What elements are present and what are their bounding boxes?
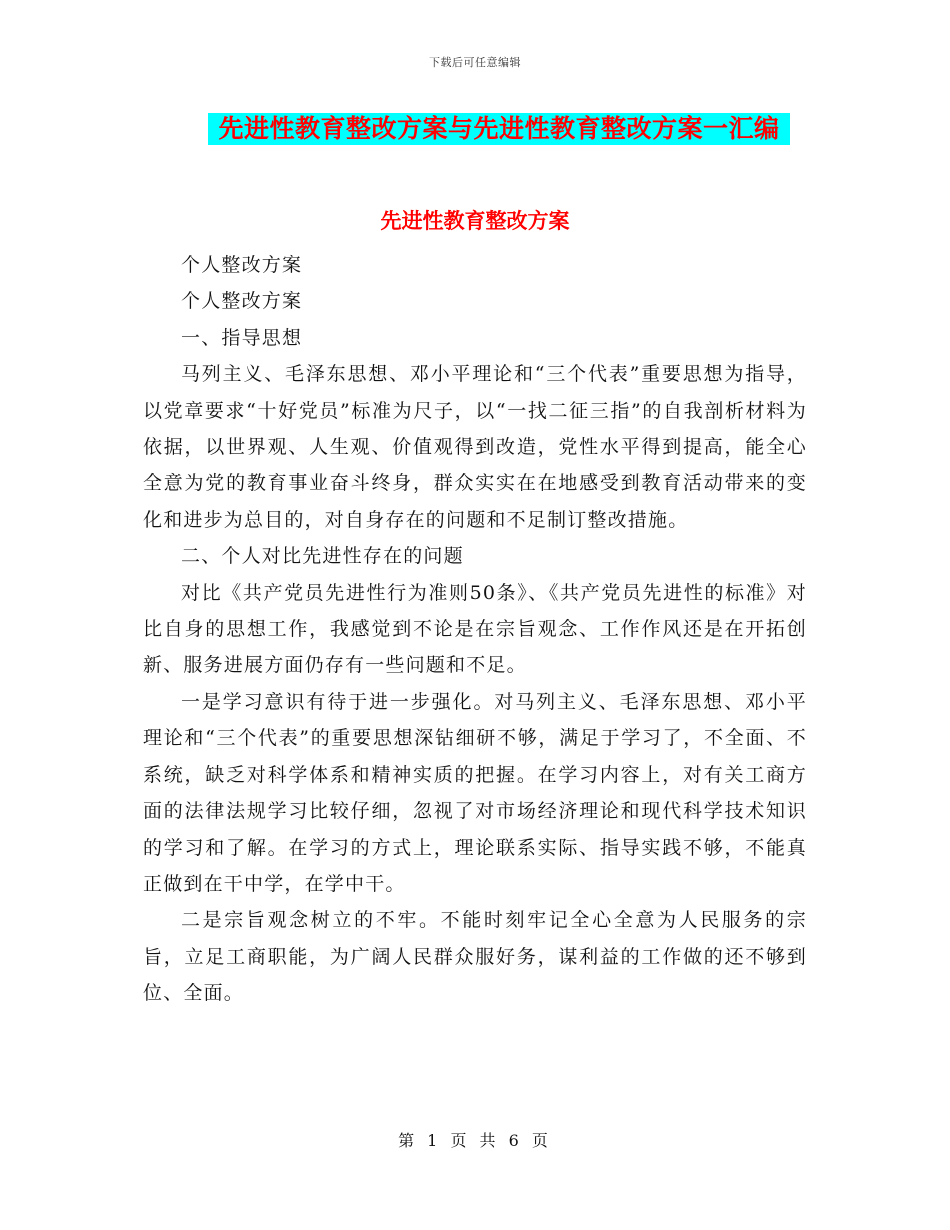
paragraph: 一是学习意识有待于进一步强化。对马列主义、毛泽东思想、邓小平理论和“三个代表”的重要思想深钻细研不够，满足于学习了，不全面、不系统，缺乏对科学体系和精神实质的把握。在学习内容上，对有关工商方面的法律法规学习比较仔细，忽视了对市场经济理论和现代科学技术知识的学习和了解。在学习的方式上，理论联系实际、指导实践不够，不能真正做到在干中学，在学中干。 [143, 690, 807, 895]
paragraph: 二、个人对比先进性存在的问题 [181, 545, 464, 568]
paragraph: 个人整改方案 [181, 290, 303, 313]
body-text [143, 247, 807, 1012]
paragraph: 二是宗旨观念树立的不牢。不能时刻牢记全心全意为人民服务的宗旨，立足工商职能，为广阔人民群众服好务，谋利益的工作做的还不够到位、全面。 [143, 909, 807, 1005]
page-footer: 第 1 页 共 6 页 [398, 1131, 552, 1150]
paragraph: 一、指导思想 [181, 326, 303, 349]
paragraph: 马列主义、毛泽东思想、邓小平理论和“三个代表”重要思想为指导，以党章要求“十好党员”标准为尺子，以“一找二征三指”的自我剖析材料为依据，以世界观、人生观、价值观得到改造，党性水平得到提高，能全心全意为党的教育事业奋斗终身，群众实实在在地感受到教育活动带来的变化和进步为总目的，对自身存在的问题和不足制订整改措施。 [143, 363, 807, 531]
header-note: 下载后可任意编辑 [429, 56, 521, 69]
section-title: 先进性教育整改方案 [380, 209, 570, 233]
document-title: 先进性教育整改方案与先进性教育整改方案一汇编 [208, 113, 790, 145]
paragraph: 个人整改方案 [181, 254, 303, 276]
paragraph: 对比《共产党员先进性行为准则50条》、《共产党员先进性的标准》对比自身的思想工作，我感觉到不论是在宗旨观念、工作作风还是在开拓创新、服务进展方面仍存有一些问题和不足。 [143, 581, 807, 677]
